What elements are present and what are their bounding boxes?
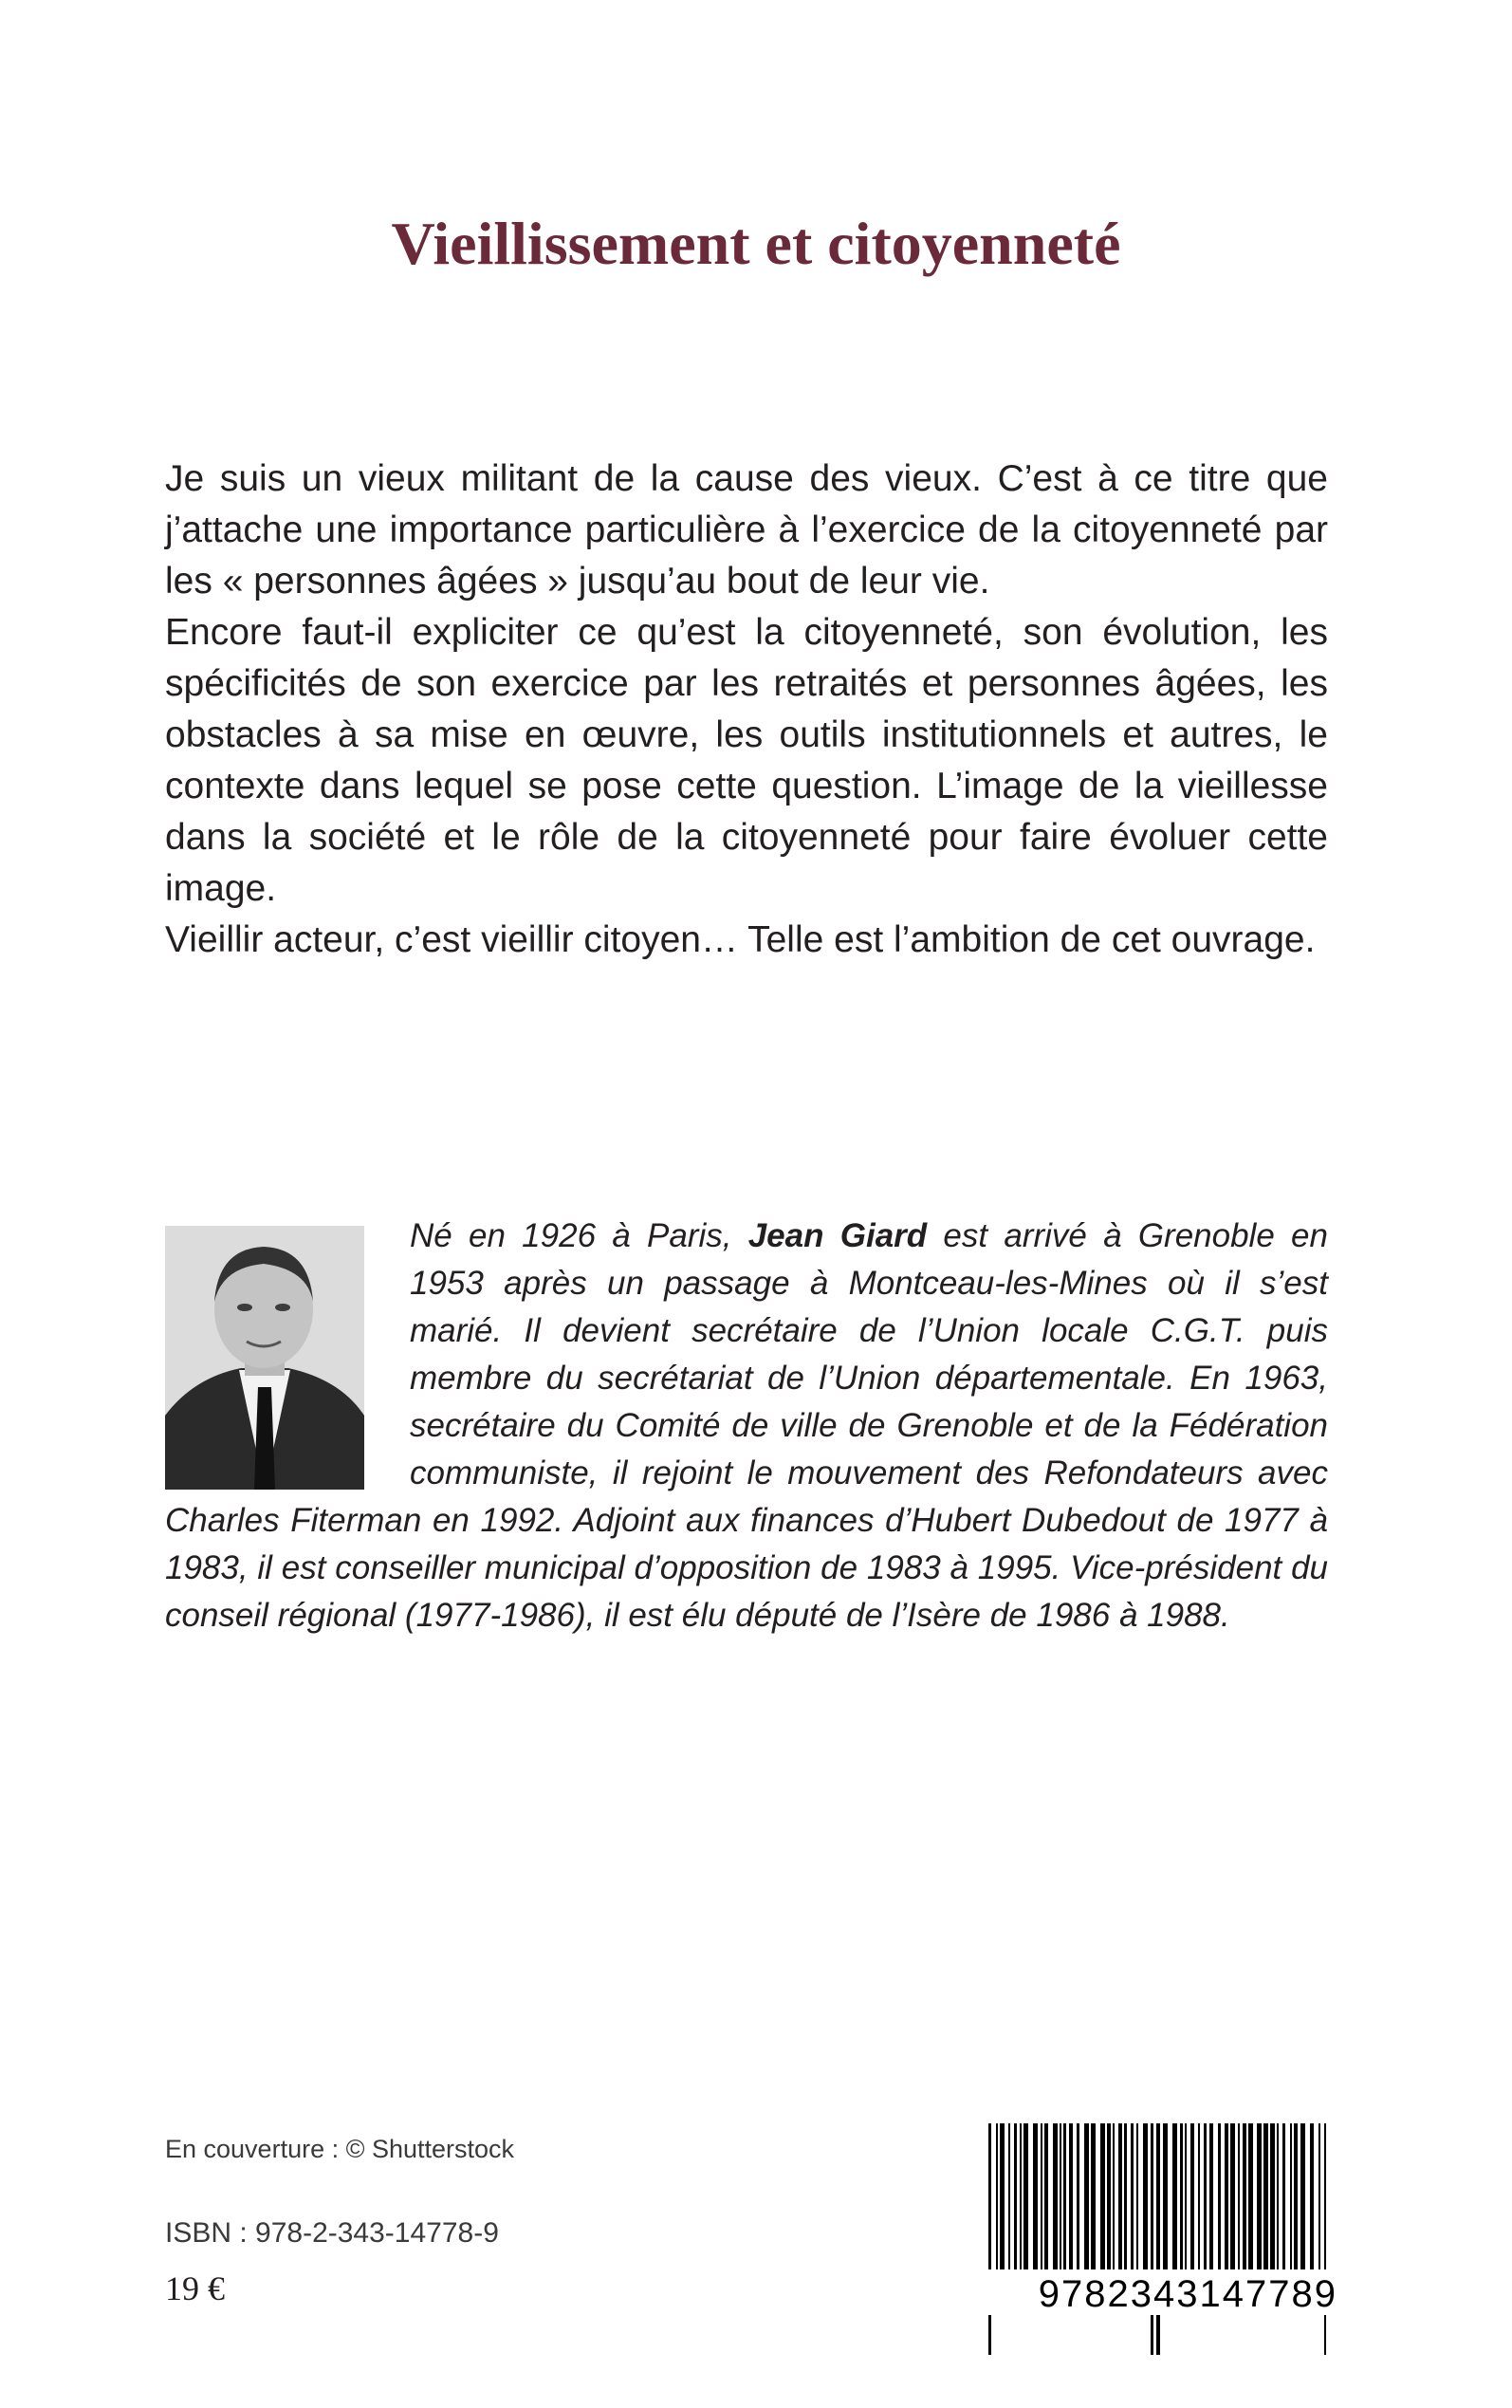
- back-cover-blurb: [165, 454, 1328, 966]
- author-bio: [165, 1213, 1328, 1639]
- bio-text: est arrivé à Grenoble en 1953 après un passage à Montceau-les-Mines où il s’est marié. Il devient secrétaire de l’Union locale C.G.T. puis membre du secrétariat de l’Union départementale. En 1963, secrétaire du Comité de ville de Grenoble et de la Fédération communiste, il rejoint le mouvement des Refondateurs avec Charles Fiterman en 1992. Adjoint aux finances d’Hubert Dubedout de 1977 à 1983, il est conseiller municipal d’opposition de 1983 à 1995. Vice-président du conseil régional (1977-1986), il est élu député de l’Isère de 1986 à 1988.: [165, 1217, 1328, 1634]
- cover-credit: En couverture : © Shutterstock: [165, 2135, 515, 2163]
- bio-intro: Né en 1926 à Paris,: [410, 1217, 748, 1254]
- barcode-bar: [1324, 2123, 1326, 2355]
- barcode-bars: [985, 2123, 1334, 2359]
- blurb-paragraph: Encore faut-il expliciter ce qu’est la citoyenneté, son évolution, les spécificités de son exercice par les retraités et personnes âgées, les obstacles à sa mise en œuvre, les outils institutionnels et autres, le contexte dans lequel se pose cette question. L’image de la vieillesse dans la société et le rôle de la citoyenneté pour faire évoluer cette image.: [165, 612, 1328, 909]
- barcode-bar: [1156, 2123, 1160, 2355]
- barcode-digits: 9782343147789: [958, 2269, 1337, 2315]
- barcode-bar: [988, 2123, 991, 2355]
- author-name: Jean Giard: [747, 1217, 928, 1254]
- blurb-paragraph: Je suis un vieux militant de la cause des vieux. C’est à ce titre que j’attache une importance particulière à l’exercice de la citoyenneté par les « personnes âgées » jusqu’au bout de leur vie.: [165, 458, 1328, 602]
- price-label: 19 €: [165, 2269, 225, 2307]
- blurb-paragraph: Vieillir acteur, c’est vieillir citoyen… Telle est l’ambition de cet ouvrage.: [165, 919, 1316, 960]
- barcode-bar: [1151, 2123, 1153, 2355]
- barcode: [985, 2123, 1334, 2359]
- book-title: Vieillissement et citoyenneté: [391, 210, 1121, 277]
- isbn-label: ISBN : 978-2-343-14778-9: [165, 2217, 499, 2249]
- portrait-spacer: [165, 1213, 410, 1490]
